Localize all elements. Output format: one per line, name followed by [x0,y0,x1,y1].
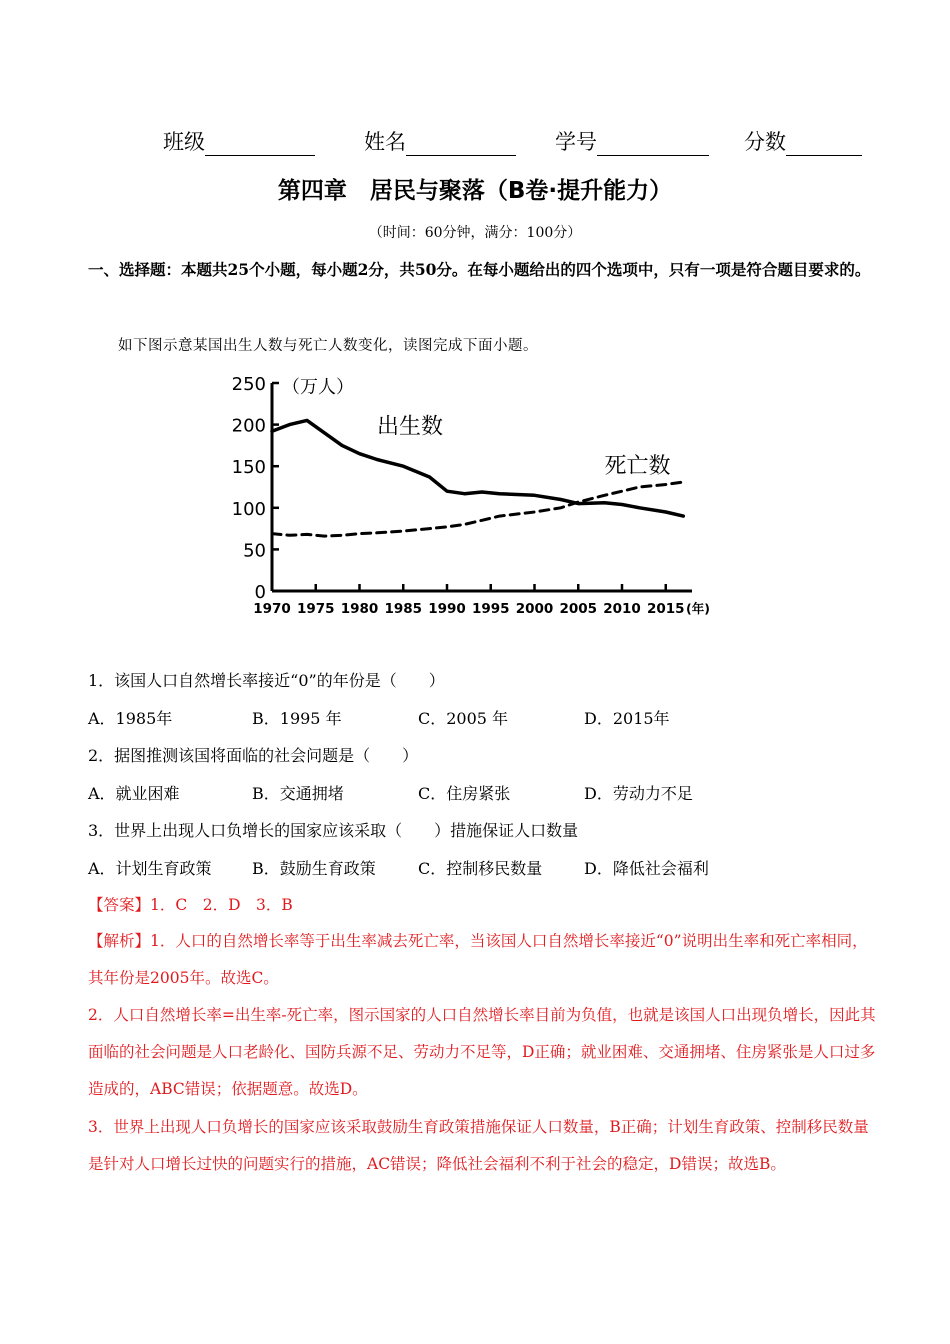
class-field[interactable] [163,126,315,156]
name-blank[interactable] [406,133,516,156]
y-tick-label: 200 [231,415,266,437]
answer-label: 【答案】 [88,896,151,914]
question-2-stem: 2．据图推测该国将面临的社会问题是（ ） [88,746,419,765]
q2-option-a[interactable]: A．就业困难 [88,784,180,803]
score-field[interactable] [744,126,862,156]
analysis-label: 【解析】 [88,932,151,950]
x-tick-label: 1975 [296,601,335,617]
q3-option-b[interactable]: B．鼓励生育政策 [252,859,376,878]
x-tick-label: 2010 [603,601,641,617]
y-tick-label: 0 [254,582,266,603]
page-subtitle: （时间：60分钟，满分：100分） [368,225,582,241]
question-intro: 如下图示意某国出生人数与死亡人数变化，读图完成下面小题。 [118,338,538,354]
class-blank[interactable] [205,133,315,156]
series-line-2 [272,482,683,536]
q1-option-b[interactable]: B．1995 年 [252,709,342,728]
analysis-paragraph-3: 3．世界上出现人口负增长的国家应该采取鼓励生育政策措施保证人口数量，B正确；计划生育政策、控制移民数量是针对人口增长过快的问题实行的措施，AC错误；降低社会福利不利于社会的稳定，D错误；故选B。 [88,1118,869,1173]
x-tick-label: 1970 [253,601,291,617]
x-unit-label: (年) [686,601,710,616]
question-1-stem: 1．该国人口自然增长率接近“0”的年份是（ ） [88,671,445,690]
y-tick-label: 250 [231,374,266,395]
name-field[interactable] [364,126,516,156]
y-tick-label: 100 [231,498,266,520]
answer-text: 1．C 2．D 3．B [150,896,293,914]
x-tick-label: 1990 [428,601,466,617]
y-tick-label: 150 [231,457,266,479]
x-tick-label: 2015 [646,601,685,617]
analysis-paragraph-2: 2．人口自然增长率=出生率-死亡率，图示国家的人口自然增长率目前为负值，也就是该国人口出现负增长，因此其面临的社会问题是人口老龄化、国防兵源不足、劳动力不足等，D正确；就业困难、交通拥堵、住房紧张是人口过多造成的，ABC错误；依据题意。故选D。 [88,1006,876,1098]
class-label: 班级 [163,130,205,154]
x-tick-label: 2000 [515,601,554,617]
y-unit-label: （万人） [282,377,354,398]
series-label-2: 死亡数 [604,454,671,480]
page-title: 第四章 居民与聚落（B卷·提升能力） [277,178,673,204]
score-blank[interactable] [786,133,862,156]
x-tick-label: 1985 [384,601,423,617]
question-3-stem: 3．世界上出现人口负增长的国家应该采取（ ）措施保证人口数量 [88,821,579,840]
q1-option-a[interactable]: A．1985年 [88,709,173,728]
q2-option-b[interactable]: B．交通拥堵 [252,784,344,803]
series-label-1: 出生数 [377,414,444,440]
population-chart [220,366,720,628]
analysis-paragraph-1 [88,923,878,997]
q3-option-a[interactable]: A．计划生育政策 [88,859,212,878]
q3-option-c[interactable]: C．控制移民数量 [418,859,543,878]
id-blank[interactable] [597,133,709,156]
x-tick-label: 1980 [340,601,379,617]
name-label: 姓名 [364,130,406,154]
id-label: 学号 [555,130,597,154]
q1-option-d[interactable]: D．2015年 [584,709,670,728]
x-tick-label: 1995 [471,601,510,617]
q3-option-d[interactable]: D．降低社会福利 [584,859,709,878]
answer-line [88,893,293,915]
y-tick-label: 50 [243,540,266,562]
score-label: 分数 [744,130,786,154]
id-field[interactable] [555,126,709,156]
analysis-text-1: 1．人口的自然增长率等于出生率减去死亡率，当该国人口自然增长率接近“0”说明出生率和死亡率相同，其年份是2005年。故选C。 [88,932,868,987]
q2-option-d[interactable]: D．劳动力不足 [584,784,693,803]
q2-option-c[interactable]: C．住房紧张 [418,784,511,803]
section-heading: 一、选择题：本题共25个小题，每小题2分，共50分。在每小题给出的四个选项中，只有一项是符合题目要求的。 [88,260,871,279]
q1-option-c[interactable]: C．2005 年 [418,709,509,728]
x-tick-label: 2005 [559,601,598,617]
